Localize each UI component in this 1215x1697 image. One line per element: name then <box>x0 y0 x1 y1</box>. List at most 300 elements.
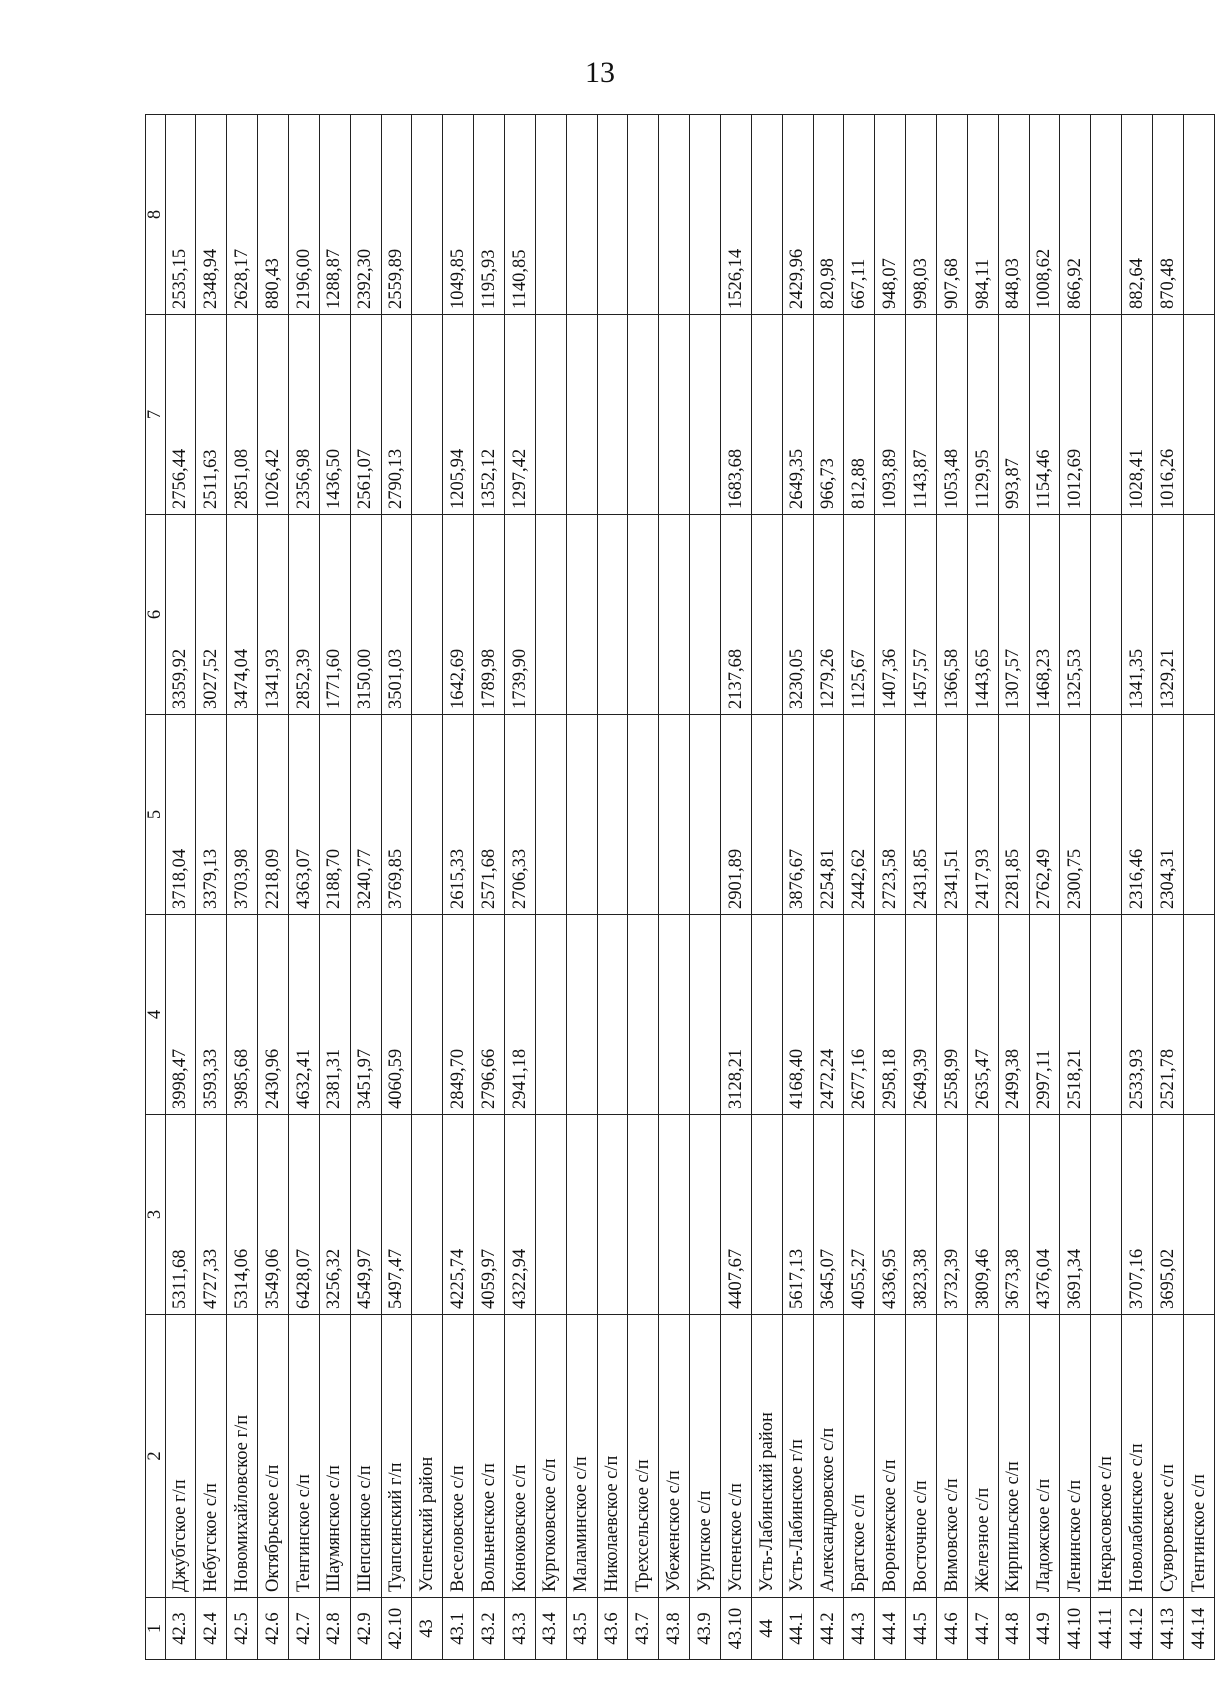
value-cell: 948,07 <box>875 115 906 315</box>
value-cell: 2304,31 <box>1153 715 1184 915</box>
column-header-1: 1 <box>146 1598 166 1660</box>
row-name-cell: Веселовское с/п <box>443 1315 474 1598</box>
value-cell: 2218,09 <box>258 715 289 915</box>
value-cell: 1012,69 <box>1060 315 1091 515</box>
value-cell: 1789,98 <box>474 515 505 715</box>
value-cell: 4322,94 <box>504 1115 535 1315</box>
row-name-cell: Небугское с/п <box>196 1315 227 1598</box>
value-cell <box>628 115 659 315</box>
row-name-cell: Шаумянское с/п <box>319 1315 350 1598</box>
value-cell: 870,48 <box>1153 115 1184 315</box>
value-cell: 2561,07 <box>350 315 381 515</box>
value-cell <box>690 715 721 915</box>
value-cell: 1526,14 <box>720 115 751 315</box>
value-cell <box>628 315 659 515</box>
value-cell: 2196,00 <box>288 115 319 315</box>
value-cell: 2356,98 <box>288 315 319 515</box>
value-cell: 2316,46 <box>1122 715 1153 915</box>
value-cell: 2571,68 <box>474 715 505 915</box>
value-cell <box>751 715 782 915</box>
row-code-cell: 44.11 <box>1091 1598 1122 1660</box>
value-cell: 3256,32 <box>319 1115 350 1315</box>
value-cell: 2442,62 <box>844 715 875 915</box>
value-cell: 3549,06 <box>258 1115 289 1315</box>
value-cell: 2281,85 <box>998 715 1029 915</box>
rotated-table-frame <box>145 115 1215 1660</box>
value-cell <box>1091 515 1122 715</box>
value-cell: 3691,34 <box>1060 1115 1091 1315</box>
value-cell: 984,11 <box>967 115 998 315</box>
value-cell <box>412 915 443 1115</box>
value-cell <box>412 115 443 315</box>
table-row <box>813 115 844 1660</box>
value-cell <box>412 715 443 915</box>
value-cell: 5617,13 <box>782 1115 813 1315</box>
row-name-cell: Суворовское с/п <box>1153 1315 1184 1598</box>
value-cell: 4549,97 <box>350 1115 381 1315</box>
table-row <box>844 115 875 1660</box>
value-cell <box>659 1115 690 1315</box>
row-name-cell: Трехсельское с/п <box>628 1315 659 1598</box>
value-cell: 3718,04 <box>165 715 196 915</box>
value-cell <box>1091 115 1122 315</box>
value-cell: 2535,15 <box>165 115 196 315</box>
value-cell: 1329,21 <box>1153 515 1184 715</box>
value-cell <box>535 915 566 1115</box>
value-cell <box>1091 1115 1122 1315</box>
row-code-cell: 43.9 <box>690 1598 721 1660</box>
value-cell: 2649,39 <box>906 915 937 1115</box>
row-name-cell: Новолабинское с/п <box>1122 1315 1153 1598</box>
value-cell: 1028,41 <box>1122 315 1153 515</box>
value-cell <box>1183 915 1214 1115</box>
row-code-cell: 44.7 <box>967 1598 998 1660</box>
value-cell <box>659 915 690 1115</box>
value-cell: 2472,24 <box>813 915 844 1115</box>
value-cell: 2958,18 <box>875 915 906 1115</box>
row-code-cell: 44.1 <box>782 1598 813 1660</box>
value-cell: 2849,70 <box>443 915 474 1115</box>
value-cell: 1205,94 <box>443 315 474 515</box>
value-cell: 4407,67 <box>720 1115 751 1315</box>
row-name-cell: Александровское с/п <box>813 1315 844 1598</box>
value-cell <box>535 515 566 715</box>
table-row <box>690 115 721 1660</box>
row-name-cell: Тенгинское с/п <box>288 1315 319 1598</box>
value-cell: 2558,99 <box>936 915 967 1115</box>
value-cell: 2723,58 <box>875 715 906 915</box>
row-code-cell: 43 <box>412 1598 443 1660</box>
table-row <box>967 115 998 1660</box>
value-cell: 1093,89 <box>875 315 906 515</box>
value-cell: 2499,38 <box>998 915 1029 1115</box>
value-cell <box>690 315 721 515</box>
row-code-cell: 42.7 <box>288 1598 319 1660</box>
value-cell: 3695,02 <box>1153 1115 1184 1315</box>
value-cell <box>690 915 721 1115</box>
table-row <box>258 115 289 1660</box>
value-cell <box>597 715 628 915</box>
value-cell <box>597 315 628 515</box>
value-cell: 1279,26 <box>813 515 844 715</box>
value-cell <box>566 115 597 315</box>
value-cell: 1642,69 <box>443 515 474 715</box>
value-cell: 1026,42 <box>258 315 289 515</box>
row-code-cell: 43.6 <box>597 1598 628 1660</box>
value-cell <box>1183 515 1214 715</box>
value-cell: 3451,97 <box>350 915 381 1115</box>
table-row <box>1153 115 1184 1660</box>
table-row <box>597 115 628 1660</box>
value-cell: 4727,33 <box>196 1115 227 1315</box>
value-cell: 4363,07 <box>288 715 319 915</box>
row-code-cell: 44.13 <box>1153 1598 1184 1660</box>
value-cell: 3769,85 <box>381 715 412 915</box>
value-cell: 1352,12 <box>474 315 505 515</box>
page-number: 13 <box>585 56 615 89</box>
row-code-cell: 43.4 <box>535 1598 566 1660</box>
value-cell: 3732,39 <box>936 1115 967 1315</box>
value-cell: 1366,58 <box>936 515 967 715</box>
value-cell <box>566 715 597 915</box>
value-cell: 1125,67 <box>844 515 875 715</box>
value-cell: 2417,93 <box>967 715 998 915</box>
value-cell: 2300,75 <box>1060 715 1091 915</box>
value-cell: 1443,65 <box>967 515 998 715</box>
value-cell <box>751 915 782 1115</box>
value-cell: 1129,95 <box>967 315 998 515</box>
row-code-cell: 44.4 <box>875 1598 906 1660</box>
value-cell: 1436,50 <box>319 315 350 515</box>
value-cell: 2677,16 <box>844 915 875 1115</box>
value-cell <box>535 1115 566 1315</box>
value-cell: 2429,96 <box>782 115 813 315</box>
row-name-cell: Кургоковское с/п <box>535 1315 566 1598</box>
row-code-cell: 42.10 <box>381 1598 412 1660</box>
row-name-cell: Вимовское с/п <box>936 1315 967 1598</box>
row-name-cell: Успенское с/п <box>720 1315 751 1598</box>
value-cell <box>535 115 566 315</box>
value-cell <box>597 515 628 715</box>
value-cell: 2796,66 <box>474 915 505 1115</box>
value-cell <box>690 1115 721 1315</box>
table-row <box>1029 115 1060 1660</box>
row-name-cell: Урупское с/п <box>690 1315 721 1598</box>
row-code-cell: 44.10 <box>1060 1598 1091 1660</box>
column-header-6: 6 <box>146 515 166 715</box>
row-name-cell: Николаевское с/п <box>597 1315 628 1598</box>
value-cell <box>1183 115 1214 315</box>
value-cell: 3998,47 <box>165 915 196 1115</box>
table-row <box>566 115 597 1660</box>
value-cell: 2559,89 <box>381 115 412 315</box>
value-cell: 5314,06 <box>227 1115 258 1315</box>
value-cell: 1288,87 <box>319 115 350 315</box>
value-cell: 2518,21 <box>1060 915 1091 1115</box>
column-header-2: 2 <box>146 1315 166 1598</box>
row-code-cell: 44.14 <box>1183 1598 1214 1660</box>
table-row <box>504 115 535 1660</box>
row-code-cell: 43.2 <box>474 1598 505 1660</box>
value-cell <box>1183 315 1214 515</box>
table-row <box>165 115 196 1660</box>
value-cell: 1143,87 <box>906 315 937 515</box>
row-code-cell: 42.3 <box>165 1598 196 1660</box>
value-cell: 3230,05 <box>782 515 813 715</box>
column-header-5: 5 <box>146 715 166 915</box>
row-code-cell: 44.6 <box>936 1598 967 1660</box>
value-cell: 2706,33 <box>504 715 535 915</box>
value-cell: 2430,96 <box>258 915 289 1115</box>
row-name-cell: Усть-Лабинский район <box>751 1315 782 1598</box>
table-row <box>1091 115 1122 1660</box>
value-cell: 3823,38 <box>906 1115 937 1315</box>
value-cell: 4059,97 <box>474 1115 505 1315</box>
row-name-cell: Вольненское с/п <box>474 1315 505 1598</box>
table-row <box>782 115 813 1660</box>
row-name-cell: Коноковское с/п <box>504 1315 535 1598</box>
value-cell <box>1091 715 1122 915</box>
row-name-cell: Ладожское с/п <box>1029 1315 1060 1598</box>
row-code-cell: 44.2 <box>813 1598 844 1660</box>
value-cell: 3985,68 <box>227 915 258 1115</box>
value-cell: 5311,68 <box>165 1115 196 1315</box>
value-cell: 1683,68 <box>720 315 751 515</box>
value-cell: 820,98 <box>813 115 844 315</box>
value-cell <box>751 315 782 515</box>
value-cell <box>412 315 443 515</box>
row-code-cell: 44.12 <box>1122 1598 1153 1660</box>
row-name-cell: Джубгское г/п <box>165 1315 196 1598</box>
value-cell: 3703,98 <box>227 715 258 915</box>
table-row <box>227 115 258 1660</box>
value-cell: 1154,46 <box>1029 315 1060 515</box>
value-cell <box>690 115 721 315</box>
value-cell <box>1183 1115 1214 1315</box>
value-cell: 3645,07 <box>813 1115 844 1315</box>
value-cell: 4225,74 <box>443 1115 474 1315</box>
value-cell: 907,68 <box>936 115 967 315</box>
value-cell <box>1183 715 1214 915</box>
value-cell: 2188,70 <box>319 715 350 915</box>
value-cell: 2635,47 <box>967 915 998 1115</box>
table-row <box>936 115 967 1660</box>
value-cell: 2431,85 <box>906 715 937 915</box>
value-cell <box>1091 915 1122 1115</box>
value-cell <box>597 1115 628 1315</box>
value-cell: 880,43 <box>258 115 289 315</box>
column-header-7: 7 <box>146 315 166 515</box>
table-row <box>998 115 1029 1660</box>
value-cell: 1008,62 <box>1029 115 1060 315</box>
column-header-8: 8 <box>146 115 166 315</box>
table-row <box>875 115 906 1660</box>
value-cell: 1739,90 <box>504 515 535 715</box>
value-cell: 2762,49 <box>1029 715 1060 915</box>
table-row <box>350 115 381 1660</box>
value-cell: 2348,94 <box>196 115 227 315</box>
row-code-cell: 43.7 <box>628 1598 659 1660</box>
value-cell <box>628 1115 659 1315</box>
value-cell: 2254,81 <box>813 715 844 915</box>
value-cell: 1049,85 <box>443 115 474 315</box>
column-header-4: 4 <box>146 915 166 1115</box>
value-cell <box>597 115 628 315</box>
value-cell: 3240,77 <box>350 715 381 915</box>
value-cell: 4376,04 <box>1029 1115 1060 1315</box>
row-code-cell: 43.1 <box>443 1598 474 1660</box>
value-cell: 866,92 <box>1060 115 1091 315</box>
value-cell <box>751 115 782 315</box>
value-cell: 2790,13 <box>381 315 412 515</box>
value-cell: 4632,41 <box>288 915 319 1115</box>
value-cell: 1341,93 <box>258 515 289 715</box>
value-cell <box>535 715 566 915</box>
value-cell: 1140,85 <box>504 115 535 315</box>
value-cell: 4336,95 <box>875 1115 906 1315</box>
value-cell: 2381,31 <box>319 915 350 1115</box>
value-cell: 3359,92 <box>165 515 196 715</box>
row-name-cell: Маламинское с/п <box>566 1315 597 1598</box>
value-cell: 1771,60 <box>319 515 350 715</box>
table-row <box>1183 115 1214 1660</box>
value-cell <box>597 915 628 1115</box>
value-cell: 812,88 <box>844 315 875 515</box>
table-row <box>659 115 690 1660</box>
row-name-cell: Туапсинский г/п <box>381 1315 412 1598</box>
value-cell: 2941,18 <box>504 915 535 1115</box>
row-name-cell: Железное с/п <box>967 1315 998 1598</box>
value-cell: 2851,08 <box>227 315 258 515</box>
row-code-cell: 44.9 <box>1029 1598 1060 1660</box>
value-cell: 3474,04 <box>227 515 258 715</box>
value-cell: 2901,89 <box>720 715 751 915</box>
row-name-cell: Шепсинское с/п <box>350 1315 381 1598</box>
row-code-cell: 43.3 <box>504 1598 535 1660</box>
row-name-cell: Новомихайловское г/п <box>227 1315 258 1598</box>
value-cell: 1325,53 <box>1060 515 1091 715</box>
row-code-cell: 42.5 <box>227 1598 258 1660</box>
value-cell: 2615,33 <box>443 715 474 915</box>
table-row <box>720 115 751 1660</box>
value-cell: 5497,47 <box>381 1115 412 1315</box>
column-header-3: 3 <box>146 1115 166 1315</box>
value-cell: 2341,51 <box>936 715 967 915</box>
table-row <box>1122 115 1153 1660</box>
value-cell: 2521,78 <box>1153 915 1184 1115</box>
row-name-cell: Усть-Лабинское г/п <box>782 1315 813 1598</box>
value-cell: 2997,11 <box>1029 915 1060 1115</box>
row-code-cell: 44 <box>751 1598 782 1660</box>
value-cell: 848,03 <box>998 115 1029 315</box>
table-row <box>535 115 566 1660</box>
value-cell <box>659 115 690 315</box>
value-cell: 3027,52 <box>196 515 227 715</box>
row-code-cell: 42.9 <box>350 1598 381 1660</box>
value-cell <box>566 1115 597 1315</box>
value-cell <box>412 1115 443 1315</box>
value-cell <box>659 315 690 515</box>
value-cell <box>659 715 690 915</box>
value-cell: 2628,17 <box>227 115 258 315</box>
value-cell <box>535 315 566 515</box>
value-cell: 882,64 <box>1122 115 1153 315</box>
value-cell: 667,11 <box>844 115 875 315</box>
row-code-cell: 42.6 <box>258 1598 289 1660</box>
value-cell <box>751 1115 782 1315</box>
table-row <box>319 115 350 1660</box>
value-cell <box>751 515 782 715</box>
value-cell: 2533,93 <box>1122 915 1153 1115</box>
value-cell: 1297,42 <box>504 315 535 515</box>
table-row <box>288 115 319 1660</box>
value-cell: 2852,39 <box>288 515 319 715</box>
value-cell <box>1091 315 1122 515</box>
value-cell: 3707,16 <box>1122 1115 1153 1315</box>
value-cell: 1307,57 <box>998 515 1029 715</box>
value-cell: 998,03 <box>906 115 937 315</box>
value-cell: 1016,26 <box>1153 315 1184 515</box>
value-cell: 3501,03 <box>381 515 412 715</box>
value-cell: 2392,30 <box>350 115 381 315</box>
value-cell: 2137,68 <box>720 515 751 715</box>
table-row <box>628 115 659 1660</box>
value-cell: 1195,93 <box>474 115 505 315</box>
value-cell: 1457,57 <box>906 515 937 715</box>
row-name-cell: Ленинское с/п <box>1060 1315 1091 1598</box>
value-cell: 2756,44 <box>165 315 196 515</box>
table-row <box>751 115 782 1660</box>
table-row <box>1060 115 1091 1660</box>
row-code-cell: 44.5 <box>906 1598 937 1660</box>
table-row <box>196 115 227 1660</box>
value-cell: 4168,40 <box>782 915 813 1115</box>
value-cell: 1468,23 <box>1029 515 1060 715</box>
row-name-cell: Октябрьское с/п <box>258 1315 289 1598</box>
value-cell <box>566 515 597 715</box>
value-cell: 3809,46 <box>967 1115 998 1315</box>
row-name-cell: Некрасовское с/п <box>1091 1315 1122 1598</box>
value-cell <box>659 515 690 715</box>
row-code-cell: 42.4 <box>196 1598 227 1660</box>
row-name-cell: Убеженское с/п <box>659 1315 690 1598</box>
value-cell <box>690 515 721 715</box>
value-cell: 4055,27 <box>844 1115 875 1315</box>
row-name-cell: Восточное с/п <box>906 1315 937 1598</box>
row-name-cell: Успенский район <box>412 1315 443 1598</box>
row-name-cell: Кирпильское с/п <box>998 1315 1029 1598</box>
row-code-cell: 43.5 <box>566 1598 597 1660</box>
value-cell <box>566 915 597 1115</box>
table-row <box>412 115 443 1660</box>
value-cell: 3128,21 <box>720 915 751 1115</box>
row-code-cell: 42.8 <box>319 1598 350 1660</box>
value-cell <box>566 315 597 515</box>
row-name-cell: Тенгинское с/п <box>1183 1315 1214 1598</box>
value-cell: 3673,38 <box>998 1115 1029 1315</box>
row-code-cell: 44.8 <box>998 1598 1029 1660</box>
value-cell: 1407,36 <box>875 515 906 715</box>
table-row <box>906 115 937 1660</box>
value-cell: 1341,35 <box>1122 515 1153 715</box>
value-cell <box>628 915 659 1115</box>
table-row <box>381 115 412 1660</box>
value-cell: 3593,33 <box>196 915 227 1115</box>
row-code-cell: 43.8 <box>659 1598 690 1660</box>
row-code-cell: 43.10 <box>720 1598 751 1660</box>
value-cell <box>628 515 659 715</box>
value-cell: 6428,07 <box>288 1115 319 1315</box>
